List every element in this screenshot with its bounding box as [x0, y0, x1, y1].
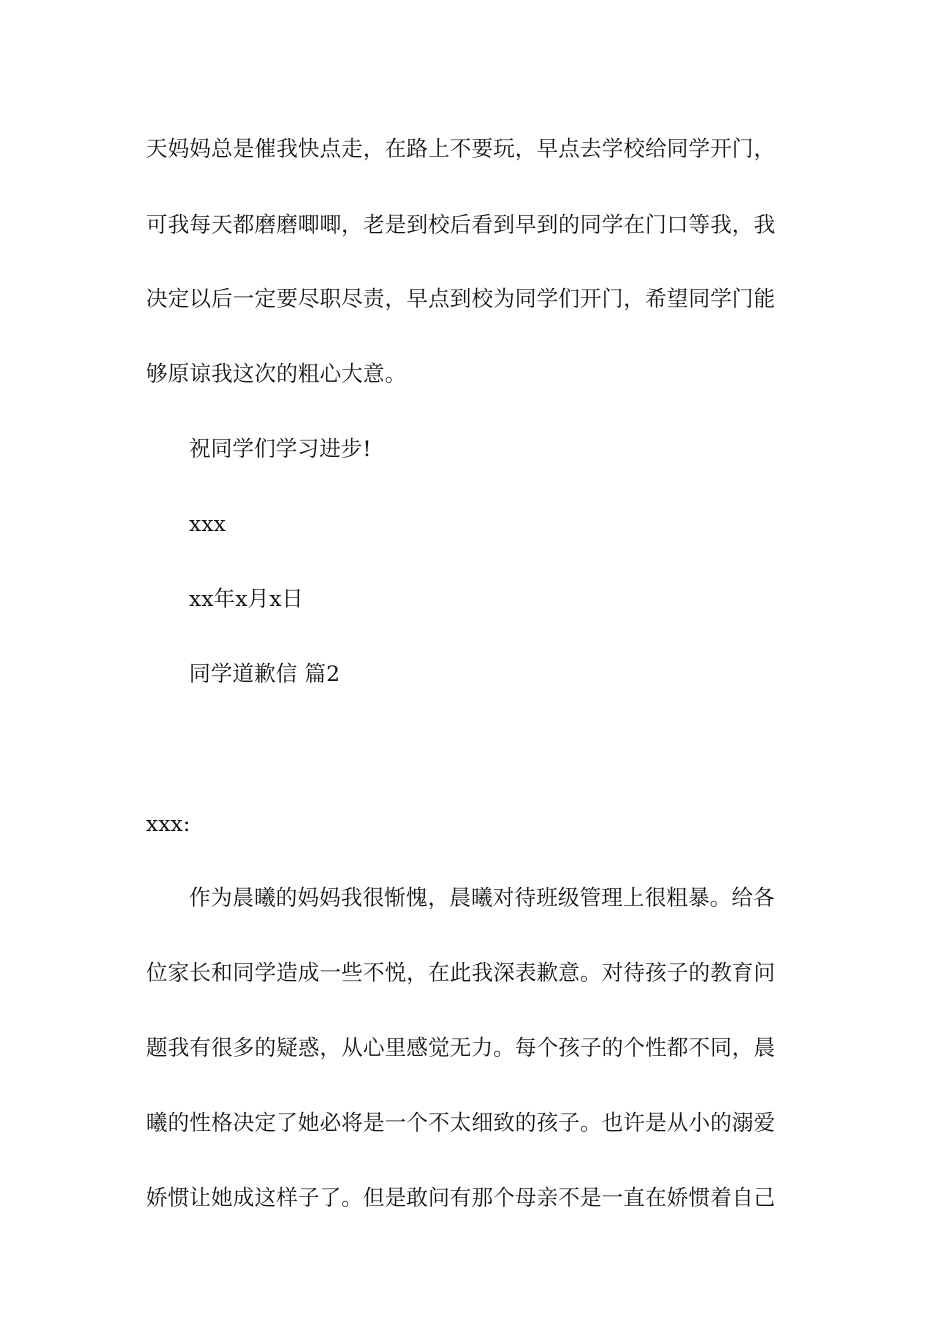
paragraph-line: 曦的性格决定了她必将是一个不太细致的孩子。也许是从小的溺爱 — [146, 1111, 776, 1136]
paragraph-line: 可我每天都磨磨唧唧，老是到校后看到早到的同学在门口等我，我 — [146, 213, 776, 238]
paragraph-line: 够原谅我这次的粗心大意。 — [146, 362, 407, 387]
paragraph-line: 题我有很多的疑惑，从心里感觉无力。每个孩子的个性都不同，晨 — [146, 1036, 776, 1061]
paragraph-line: 决定以后一定要尽职尽责，早点到校为同学们开门，希望同学门能 — [146, 287, 776, 312]
paragraph-line: 天妈妈总是催我快点走，在路上不要玩，早点去学校给同学开门， — [146, 137, 776, 162]
closing-wish: 祝同学们学习进步! — [189, 437, 372, 462]
paragraph-line: 娇惯让她成这样子了。但是敢问有那个母亲不是一直在娇惯着自己 — [146, 1186, 776, 1211]
paragraph-line: 作为晨曦的妈妈我很惭愧，晨曦对待班级管理上很粗暴。给各 — [189, 886, 775, 911]
paragraph-line: 位家长和同学造成一些不悦，在此我深表歉意。对待孩子的教育问 — [146, 961, 776, 986]
date-line: xx年x月x日 — [189, 587, 304, 612]
signature: xxx — [189, 512, 226, 537]
salutation: xxx: — [146, 812, 191, 837]
section-heading: 同学道歉信 篇2 — [189, 662, 341, 687]
